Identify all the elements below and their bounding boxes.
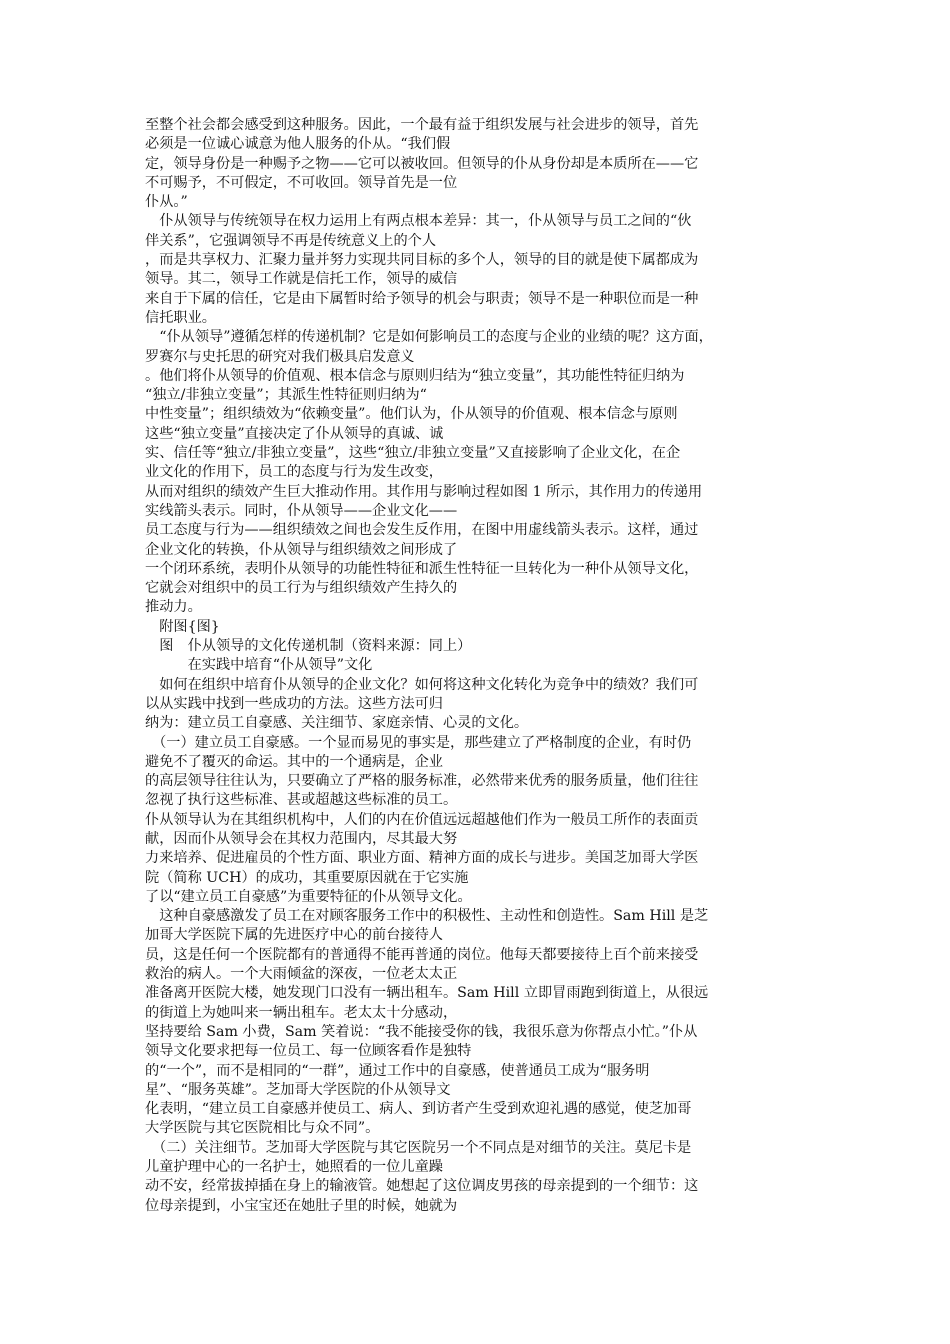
text-line: 企业文化的转换，仆从领导与组织绩效之间形成了: [145, 541, 458, 558]
text-line: 仆从领导与传统领导在权力运用上有两点根本差异：其一，仆从领导与员工之间的“伙: [145, 213, 692, 230]
text-line: 伴关系”，它强调领导不再是传统意义上的个人: [145, 232, 437, 249]
paragraph: [145, 676, 807, 734]
text-line: 的街道上为她叫来一辆出租车。老太太十分感动，: [145, 1004, 458, 1021]
text-line: 仆从。”: [145, 194, 188, 211]
text-line: 推动力。: [145, 599, 202, 616]
text-line: 员工态度与行为——组织绩效之间也会发生反作用，在图中用虚线箭头表示。这样，通过: [145, 522, 699, 539]
text-line: 信托职业。: [145, 309, 216, 326]
text-line: （二）关注细节。芝加哥大学医院与其它医院另一个不同点是对细节的关注。莫尼卡是: [145, 1139, 692, 1156]
text-line: 纳为：建立员工自豪感、关注细节、家庭亲情、心灵的文化。: [145, 715, 529, 732]
text-line: 实线箭头表示。同时，仆从领导——企业文化——: [145, 502, 458, 519]
paragraph: [145, 734, 807, 908]
text-line: 加哥大学医院下属的先进医疗中心的前台接待人: [145, 927, 443, 944]
text-line: 领导文化要求把每一位员工、每一位顾客看作是独特: [145, 1043, 472, 1060]
text-line: 坚持要给 Sam 小费，Sam 笑着说：“我不能接受你的钱，我很乐意为你帮点小忙。”仆从: [145, 1023, 698, 1040]
text-line: 在实践中培育“仆从领导”文化: [145, 657, 373, 674]
text-line: 如何在组织中培育仆从领导的企业文化？如何将这种文化转化为竞争中的绩效？我们可: [145, 676, 699, 693]
text-line: 星”、“服务英雄”。芝加哥大学医院的仆从领导文: [145, 1081, 451, 1098]
text-line: 仆从领导认为在其组织机构中，人们的内在价值远远超越他们作为一般员工所作的表面贡: [145, 811, 699, 828]
paragraph: [145, 212, 807, 328]
text-line: 实、信任等“独立/非独立变量”，这些“独立/非独立变量”又直接影响了企业文化，在企: [145, 445, 681, 462]
text-line: 的高层领导往往认为，只要确立了严格的服务标准，必然带来优秀的服务质量，他们往往: [145, 773, 699, 790]
text-line: ，而是共享权力、汇聚力量并努力实现共同目标的多个人，领导的目的就是使下属都成为: [145, 252, 699, 269]
text-line: 化表明，“建立员工自豪感并使员工、病人、到访者产生受到欢迎礼遇的感觉，使芝加哥: [145, 1101, 692, 1118]
text-line: 中性变量”；组织绩效为“依赖变量”。他们认为，仆从领导的价值观、根本信念与原则: [145, 406, 678, 423]
text-line: 力来培养、促进雇员的个性方面、职业方面、精神方面的成长与进步。美国芝加哥大学医: [145, 850, 699, 867]
paragraph: [145, 116, 807, 212]
paragraph: [145, 618, 807, 637]
text-line: 至整个社会都会感受到这种服务。因此，一个最有益于组织发展与社会进步的领导，首先: [145, 117, 699, 133]
text-line: 它就会对组织中的员工行为与组织绩效产生持久的: [145, 580, 458, 597]
text-line: 院（简称 UCH）的成功，其重要原因就在于它实施: [145, 869, 469, 886]
text-line: （一）建立员工自豪感。一个显而易见的事实是，那些建立了严格制度的企业，有时仍: [145, 734, 692, 751]
text-line: 一个闭环系统，表明仆从领导的功能性特征和派生性特征一旦转化为一种仆从领导文化，: [145, 560, 699, 577]
text-line: 领导。其二，领导工作就是信托工作，领导的威信: [145, 271, 458, 288]
text-line: 。他们将仆从领导的价值观、根本信念与原则归结为“独立变量”，其功能性特征归纳为: [145, 367, 685, 384]
paragraph: [145, 656, 807, 675]
text-line: 位母亲提到，小宝宝还在她肚子里的时候，她就为: [145, 1197, 458, 1214]
text-line: 准备离开医院大楼，她发现门口没有一辆出租车。Sam Hill 立即冒雨跑到街道上，从很远: [145, 985, 709, 1002]
text-line: 忽视了执行这些标准、甚或超越这些标准的员工。: [145, 792, 458, 809]
text-line: “仆从领导”遵循怎样的传递机制？它是如何影响员工的态度与企业的业绩的呢？这方面，: [145, 329, 713, 346]
text-line: 献，因而仆从领导会在其权力范围内，尽其最大努: [145, 830, 458, 847]
paragraph: [145, 328, 807, 617]
paragraph: [145, 637, 807, 656]
paragraph: [145, 1139, 807, 1216]
text-line: 救治的病人。一个大雨倾盆的深夜，一位老太太正: [145, 966, 458, 983]
text-line: “独立/非独立变量”；其派生性特征则归纳为“: [145, 387, 427, 404]
text-line: 从而对组织的绩效产生巨大推动作用。其作用与影响过程如图 1 所示，其作用力的传递用: [145, 483, 703, 500]
text-line: 动不安，经常拔掉插在身上的输液管。她想起了这位调皮男孩的母亲提到的一个细节：这: [145, 1178, 699, 1195]
text-line: 业文化的作用下，员工的态度与行为发生改变，: [145, 464, 443, 481]
text-line: 的“一个”，而不是相同的“一群”，通过工作中的自豪感，使普通员工成为“服务明: [145, 1062, 650, 1079]
text-line: 以从实践中找到一些成功的方法。这些方法可归: [145, 695, 443, 712]
text-line: 不可赐予，不可假定，不可收回。领导首先是一位: [145, 174, 458, 191]
text-line: 定，领导身份是一种赐予之物——它可以被收回。但领导的仆从身份却是本质所在——它: [145, 155, 699, 172]
text-line: 儿童护理中心的一名护士，她照看的一位儿童躁: [145, 1159, 443, 1176]
document-page: [145, 116, 807, 1216]
text-line: 这种自豪感激发了员工在对顾客服务工作中的积极性、主动性和创造性。Sam Hill 是芝: [145, 908, 709, 925]
text-line: 大学医院与其它医院相比与众不同”。: [145, 1120, 380, 1137]
text-line: 了以“建立员工自豪感”为重要特征的仆从领导文化。: [145, 888, 472, 905]
text-line: 附图{图}: [145, 618, 220, 635]
text-line: 罗赛尔与史托思的研究对我们极具启发意义: [145, 348, 415, 365]
text-line: 员，这是任何一个医院都有的普通得不能再普通的岗位。他每天都要接待上百个前来接受: [145, 946, 699, 963]
text-line: 避免不了覆灭的命运。其中的一个通病是，企业: [145, 753, 443, 770]
text-line: 来自于下属的信任，它是由下属暂时给予领导的机会与职责；领导不是一种职位而是一种: [145, 290, 699, 307]
text-line: 必须是一位诚心诚意为他人服务的仆从。“我们假: [145, 136, 451, 153]
text-line: 图 仆从领导的文化传递机制（资料来源：同上）: [145, 638, 472, 655]
paragraph: [145, 907, 807, 1139]
text-line: 这些“独立变量”直接决定了仆从领导的真诚、诚: [145, 425, 444, 442]
